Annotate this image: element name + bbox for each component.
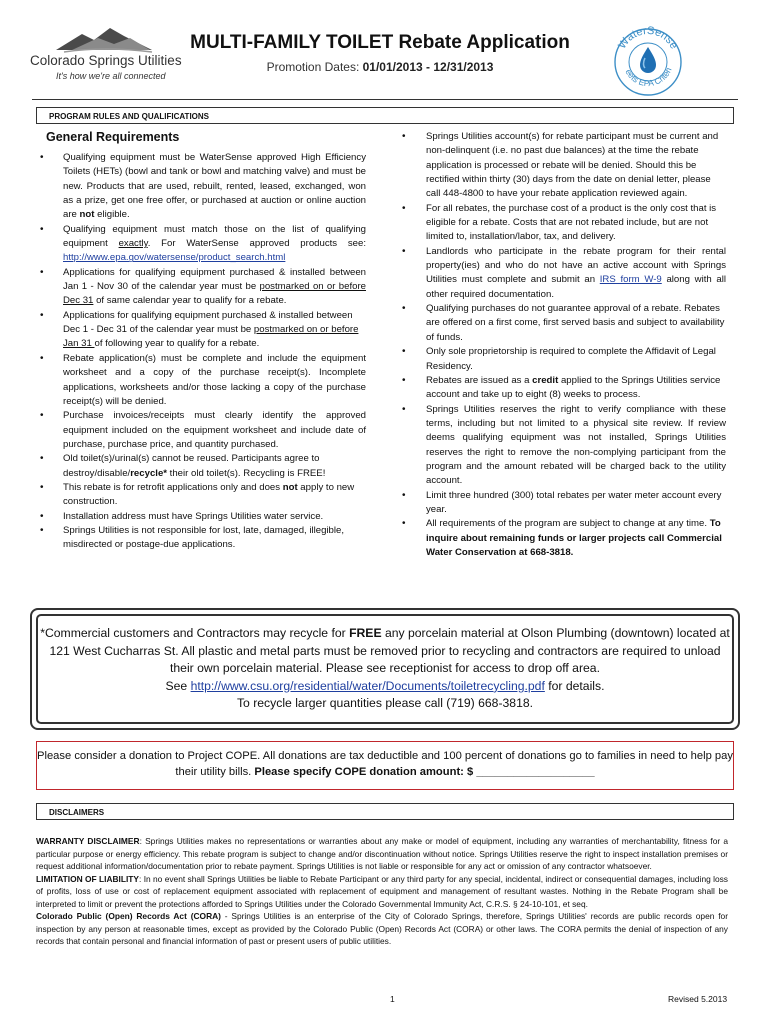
limitation-of-liability: LIMITATION OF LIABILITY: In no event shall Springs Utilities be liable to Rebate Participant or any third party for any special, incidental, indirect or consequential damages, including loss of profits, loss of use or cost of replacement equipment associated with replacement of equipment and management of resultant wastes. Nothing in the Rebate Program shall be interpreted to limit or prevent the protections afforded to Springs Utilities under the Colorado Governmental Immunity Act, C.R.S. § 24-10-101, et seq. [36,873,728,909]
cope-donation-amount-field[interactable]: : $ ___________________ [460,766,595,778]
list-item: • Landlords who participate in the rebate program for their rental property(ies) and who do not have an active account with Springs Utilities must complete and submit an IRS form W-9 along with all other required documentation. [396,245,726,302]
cora-notice: Colorado Public (Open) Records Act (CORA) - Springs Utilities is an enterprise of the City of Colorado Springs, therefore, Springs Utilities' records are public records open for inspection by any person at reasonable times, except as provided by the Colorado Public (Open) Records Act (CORA) or other laws. The CORA permits the denial of inspection of any records that contain personal and financial information of past or present users of public utilities. [36,911,728,946]
disclaimers-header: DISCLAIMERS [36,803,734,820]
list-item: • Old toilet(s)/urinal(s) cannot be reused. Participants agree to destroy/disable/recycle* their old toilet(s). Recycling is FREE! [36,452,366,481]
requirements-left-column [36,130,366,553]
cope-donation-box: Please consider a donation to Project COPE. All donations are tax deductible and 100 percent of donations go to families in need to help pay their utility bills. Please specify COPE donation amount: $ ___________________ [36,741,734,790]
org-tagline: It's how we're all connected [56,71,166,81]
list-item: • For all rebates, the purchase cost of a product is the only cost that is eligible for a rebate. Costs that are not rebated include, but are not limited to, installation/labor, tax, and delivery. [396,202,726,245]
list-item: • Installation address must have Springs Utilities water service. [36,510,366,524]
program-rules-header: PROGRAM RULES AND QUALIFICATIONS [36,107,734,124]
list-item: • This rebate is for retrofit applications only and does not apply to new construction. [36,481,366,510]
list-item: • Applications for qualifying equipment purchased & installed between Jan 1 - Nov 30 of the calendar year must be postmarked on or before Dec 31 of same calendar year to qualify for a rebate. [36,266,366,309]
org-name: Colorado Springs Utilities [30,53,182,68]
org-logo [30,26,180,86]
promotion-label: Promotion Dates: [266,60,363,74]
requirements-right-column [396,130,726,560]
recycle-notice: *Commercial customers and Contractors may recycle for FREE any porcelain material at Olson Plumbing (downtown) located at 121 West Cucharras St. All plastic and metal parts must be removed prior to recycling and contractors are required to unload their own porcelain material. Please see receptionist for access to drop off area. See http://www.csu.org/residential/water/Documents/toiletrecycling.pdf for details. To recycle larger quantities please call (719) 668-3818. [36,614,734,724]
badge-top-text: WaterSense [616,24,680,52]
revision-date: Revised 5.2013 [668,994,728,1004]
list-item: • Purchase invoices/receipts must clearly identify the approved equipment included on the equipment worksheet and include date of purchase, purchase price, and quantity purchased. [36,409,366,452]
list-item: • Qualifying equipment must match those on the list of qualifying equipment exactly. For WaterSense approved products see: http://www.epa.gov/watersense/product_search.html [36,223,366,266]
list-item: • Springs Utilities is not responsible for lost, late, damaged, illegible, misdirected or postage-due applications. [36,524,366,553]
page-number: 1 [390,994,395,1004]
list-item: • Applications for qualifying equipment purchased & installed between Dec 1 - Dec 31 of the calendar year must be postmarked on or before Jan 31 of following year to qualify for a rebate. [36,309,366,352]
toilet-recycling-link[interactable]: http://www.csu.org/residential/water/Documents/toiletrecycling.pdf [190,678,545,693]
watersense-badge [612,24,684,100]
list-item: • Rebate application(s) must be complete and include the equipment worksheet and a copy of the purchase receipt(s). Incomplete applications, worksheets and/or those lacking a copy of the purchase receipt(s) will be denied. [36,352,366,409]
promotion-dates [190,60,570,74]
list-item: • Only sole proprietorship is required to complete the Affidavit of Legal Residency. [396,345,726,374]
list-item: • Springs Utilities reserves the right to verify compliance with these terms, including but not limited to a physical site review. If review deems qualifying equipment was not installed, Springs Utilities reserves the right to remove the non-complying participant from the program and the amount rebated will be charged back to the utility account. [396,403,726,489]
warranty-disclaimer: WARRANTY DISCLAIMER: Springs Utilities makes no representations or warranties about any make or model of equipment, including any warranties of merchantability, fitness for a particular purpose or energy efficiency. This rebate program is subject to change and/or discontinuation without notice. Springs Utilities reserve the right to inspect installation premises or request additional information/documentation prior to rebate payment. Springs Utilities is not liable or responsible for any act or omission of any contractor whatsoever. [36,836,729,871]
header-divider [32,99,738,100]
mountain-logo-icon [54,26,154,54]
disclaimers-body [36,835,728,948]
list-item: • Qualifying equipment must be WaterSense approved High Efficiency Toilets (HETs) (bowl and tank or bowl and matching valve) and must be new. Products that are used, rebuilt, rented, leased, exchanged, won as a prize, get one free offer, or purchased at auction or online auction are not eligible. [36,151,366,223]
list-item: • Springs Utilities account(s) for rebate participant must be current and non-delinquent (i.e. no past due balances) at the time the rebate application is processed or rebate will be denied. Should this be rectified within thirty (30) days from the date on denial letter, please call 448-4800 to have your rebate application reviewed again. [396,130,726,202]
general-requirements-heading: General Requirements [46,130,180,144]
list-item: • Qualifying purchases do not guarantee approval of a rebate. Rebates are offered on a first come, first served basis and subject to availability of funds. [396,302,726,345]
list-item: • Rebates are issued as a credit applied to the Springs Utilities service account and take up to eight (8) weeks to process. [396,374,726,403]
badge-bottom-text: eets EPA Criteri [623,66,674,89]
promotion-date-range: 01/01/2013 - 12/31/2013 [362,60,494,74]
list-item: • All requirements of the program are subject to change at any time. To inquire about remaining funds or larger projects call Commercial Water Conservation at 668-3818. [396,517,726,560]
epa-product-search-link[interactable]: http://www.epa.gov/watersense/product_search.html [63,252,286,264]
list-item: • Limit three hundred (300) total rebates per water meter account every year. [396,489,726,518]
page-title: MULTI-FAMILY TOILET Rebate Application [190,32,570,53]
irs-w9-link[interactable]: IRS form W-9 [599,274,662,286]
